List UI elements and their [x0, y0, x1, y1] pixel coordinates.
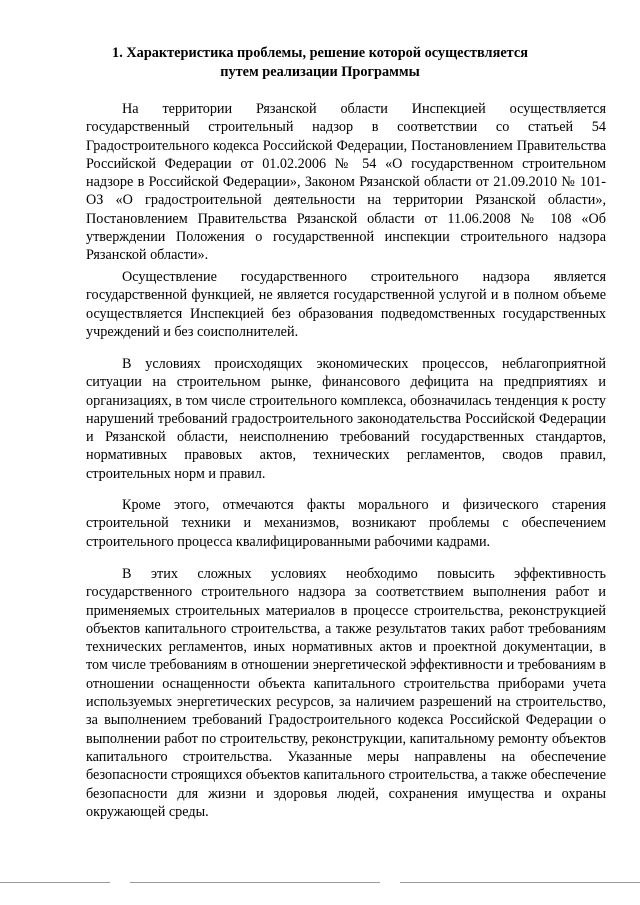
paragraph-state-function: Осуществление государственного строительного надзора является государственной функцией, не является государственной услугой и в полном объеме осуществляется Инспекцией без образования подведомственных государственных учреждений и без соисполнителей. [86, 269, 606, 340]
section-heading-line-1: 1. Характеристика проблемы, решение которой осуществляется [112, 45, 528, 61]
paragraph-equipment-aging: Кроме этого, отмечаются факты морального и физического старения строительной техники и механизмов, возникают проблемы с обеспечением строительного процесса квалифицированными рабочими кадрами. [86, 497, 606, 550]
paragraph-efficiency-measures: В этих сложных условиях необходимо повысить эффективность государственного строительного надзора за соответствием выполнения работ и применяемых строительных материалов в процессе строительства, реконструкцией объектов капитального строительства, а также результатов таких работ требованиям технических регламентов, иных нормативных актов и проектной документации, в том числе требованиям в отношении энергетической эффективности и требованиям в отношении оснащенности объекта капитального строительства приборами учета используемых энергетических ресурсов, за наличием разрешений на строительство, за выполнением требований Градостроительного кодекса Российской Федерации о выполнении работ по строительству, реконструкции, капитальному ремонту объектов капитального строительства. Указанные меры направлены на обеспечение безопасности строящихся объектов капитального строительства, а также обеспечение безопасности для жизни и здоровья людей, сохранения имущества и охраны окружающей среды. [86, 566, 606, 820]
section-heading [86, 44, 554, 82]
paragraph-legal-basis: На территории Рязанской области Инспекцией осуществляется государственный строительный надзор в соответствии со статьей 54 Градостроительного кодекса Российской Федерации, Постановлением Правительства Российской Федерации от 01.02.2006 № 54 «О государственном строительном надзоре в Российской Федерации», Законом Рязанской области от 21.09.2010 № 101-ОЗ «О градостроительной деятельности на территории Рязанской области», Постановлением Правительства Рязанской области от 11.06.2008 № 108 «Об утверждении Положения о государственной инспекции строительного надзора Рязанской области». [86, 101, 606, 264]
footer-divider [130, 882, 380, 883]
footer-divider [400, 882, 640, 883]
section-heading-line-2: путем реализации Программы [220, 64, 420, 80]
paragraph-economic-conditions: В условиях происходящих экономических процессов, неблагоприятной ситуации на строительном рынке, финансового дефицита на предприятиях и организациях, в том числе строительного комплекса, обозначилась тенденция к росту нарушений требований градостроительного законодательства Российской Федерации и Рязанской области, неисполнению требований государственных стандартов, нормативных правовых актов, технических регламентов, сводов правил, строительных норм и правил. [86, 356, 606, 482]
footer-divider [0, 882, 110, 883]
